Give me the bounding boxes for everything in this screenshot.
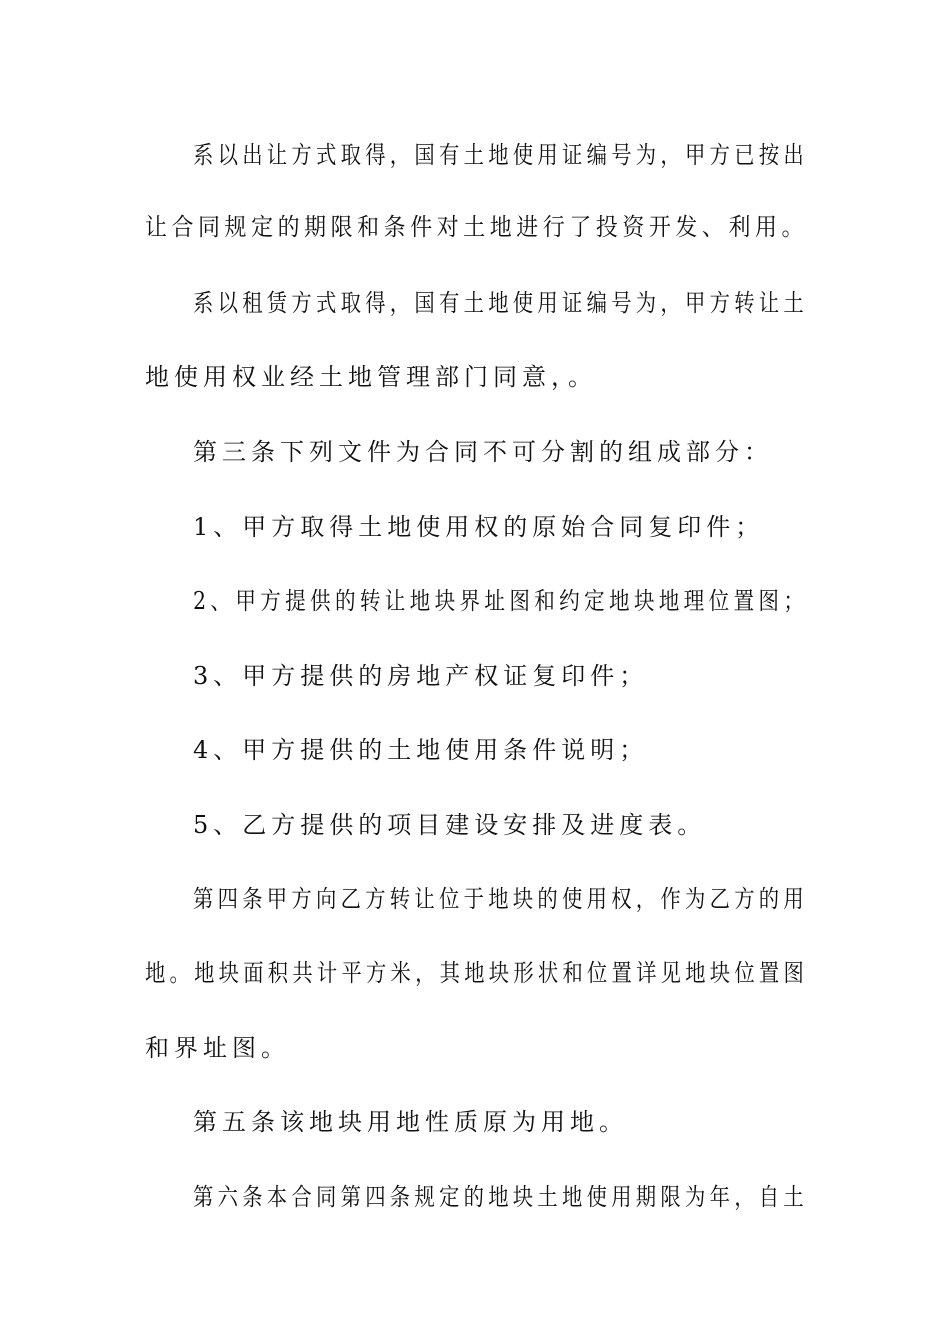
paragraph-line: 系以租赁方式取得，国有土地使用证编号为，甲方转让土	[193, 289, 808, 317]
paragraph-line: 地。地块面积共计平方米，其地块形状和位置详见地块位置图	[145, 959, 808, 987]
paragraph-line: 第五条该地块用地性质原为用地。	[193, 1108, 628, 1136]
list-item: 1、甲方取得土地使用权的原始合同复印件；	[193, 513, 765, 541]
paragraph-line: 和界址图。	[145, 1034, 290, 1062]
paragraph-line: 系以出让方式取得，国有土地使用证编号为，甲方已按出	[193, 141, 808, 169]
list-item: 2、甲方提供的转让地块界址图和约定地块地理位置图；	[193, 587, 809, 615]
list-item: 4、甲方提供的土地使用条件说明；	[193, 736, 649, 764]
list-item: 5、乙方提供的项目建设安排及进度表。	[193, 811, 707, 839]
paragraph-line: 地使用权业经土地管理部门同意，。	[145, 363, 597, 391]
list-item: 3、甲方提供的房地产权证复印件；	[193, 662, 649, 690]
paragraph-line: 第六条本合同第四条规定的地块土地使用期限为年，自土	[193, 1183, 808, 1211]
article-heading: 第三条下列文件为合同不可分割的组成部分：	[193, 438, 773, 466]
paragraph-line: 第四条甲方向乙方转让位于地块的使用权，作为乙方的用	[193, 885, 808, 913]
paragraph-line: 让合同规定的期限和条件对土地进行了投资开发、利用。	[145, 213, 808, 241]
